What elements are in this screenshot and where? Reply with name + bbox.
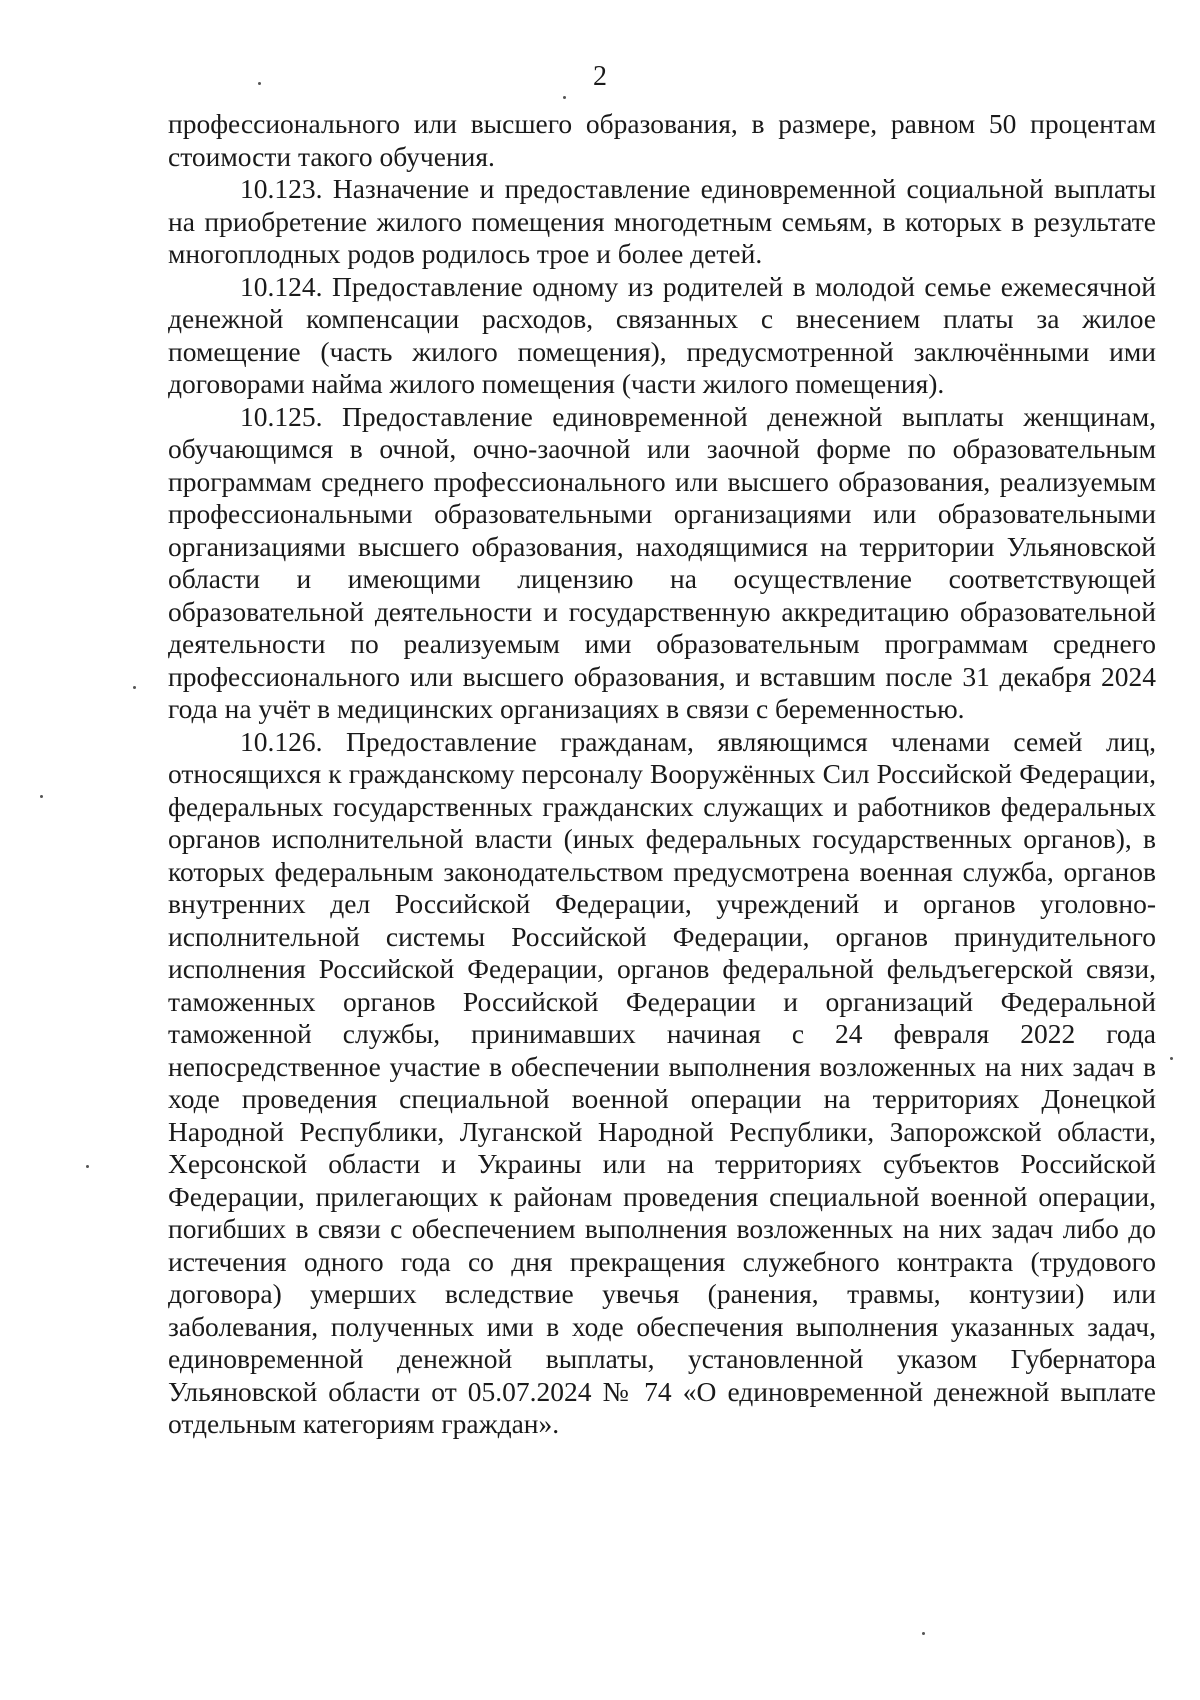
scan-speck [40, 795, 43, 798]
scan-speck [563, 96, 566, 99]
scan-speck [133, 686, 136, 689]
paragraph-10-123: 10.123. Назначение и предоставление единовременной социальной выплаты на приобретение жилого помещения многодетным семьям, в которых в результате многоплодных родов родилось трое и более детей. [168, 173, 1156, 269]
document-body [168, 108, 1156, 1441]
page-number: 2 [593, 61, 607, 92]
paragraph-10-126: 10.126. Предоставление гражданам, являющимся членами семей лиц, относящихся к гражданскому персоналу Вооружённых Сил Российской Федерации, федеральных государственных гражданских служащих и работников федеральных органов исполнительной власти (иных федеральных государственных органов), в которых федеральным законодательством предусмотрена военная служба, органов внутренних дел Российской Федерации, учреждений и органов уголовно-исполнительной системы Российской Федерации, органов принудительного исполнения Российской Федерации, органов федеральной фельдъегерской связи, таможенных органов Российской Федерации и организаций Федеральной таможенной службы, принимавших начиная с 24 февраля 2022 года непосредственное участие в обеспечении выполнения возложенных на них задач в ходе проведения специальной военной операции на территориях Донецкой Народной Республики, Луганской Народной Республики, Запорожской области, Херсонской области и Украины или на территориях субъектов Российской Федерации, прилегающих к районам проведения специальной военной операции, погибших в связи с обеспечением выполнения возложенных на них задач либо до истечения одного года со дня прекращения служебного контракта (трудового договора) умерших вследствие увечья (ранения, травмы, контузии) или заболевания, полученных ими в ходе обеспечения выполнения указанных задач, единовременной денежной выплаты, установленной указом Губернатора Ульяновской области от 05.07.2024 № 74 «О единовременной денежной выплате отдельным категориям граждан». [168, 725, 1156, 1439]
paragraph-10-125: 10.125. Предоставление единовременной денежной выплаты женщинам, обучающимся в очной, очно-заочной или заочной форме по образовательным программам среднего профессионального или высшего образования, реализуемым профессиональными образовательными организациями или образовательными организациями высшего образования, находящимися на территории Ульяновской области и имеющими лицензию на осуществление соответствующей образовательной деятельности и государственную аккредитацию образовательной деятельности по реализуемым ими образовательным программам среднего профессионального или высшего образования, и вставшим после 31 декабря 2024 года на учёт в медицинских организациях в связи с беременностью. [168, 400, 1156, 724]
scan-speck [922, 1632, 925, 1635]
scan-speck [86, 1165, 89, 1168]
paragraph-continuation: профессионального или высшего образования, в размере, равном 50 процентам стоимости такого обучения. [168, 108, 1156, 172]
scan-speck [1170, 1057, 1173, 1060]
scan-speck [258, 82, 261, 85]
paragraph-10-124: 10.124. Предоставление одному из родителей в молодой семье ежемесячной денежной компенсации расходов, связанных с внесением платы за жилое помещение (часть жилого помещения), предусмотренной заключёнными ими договорами найма жилого помещения (части жилого помещения). [168, 270, 1156, 399]
